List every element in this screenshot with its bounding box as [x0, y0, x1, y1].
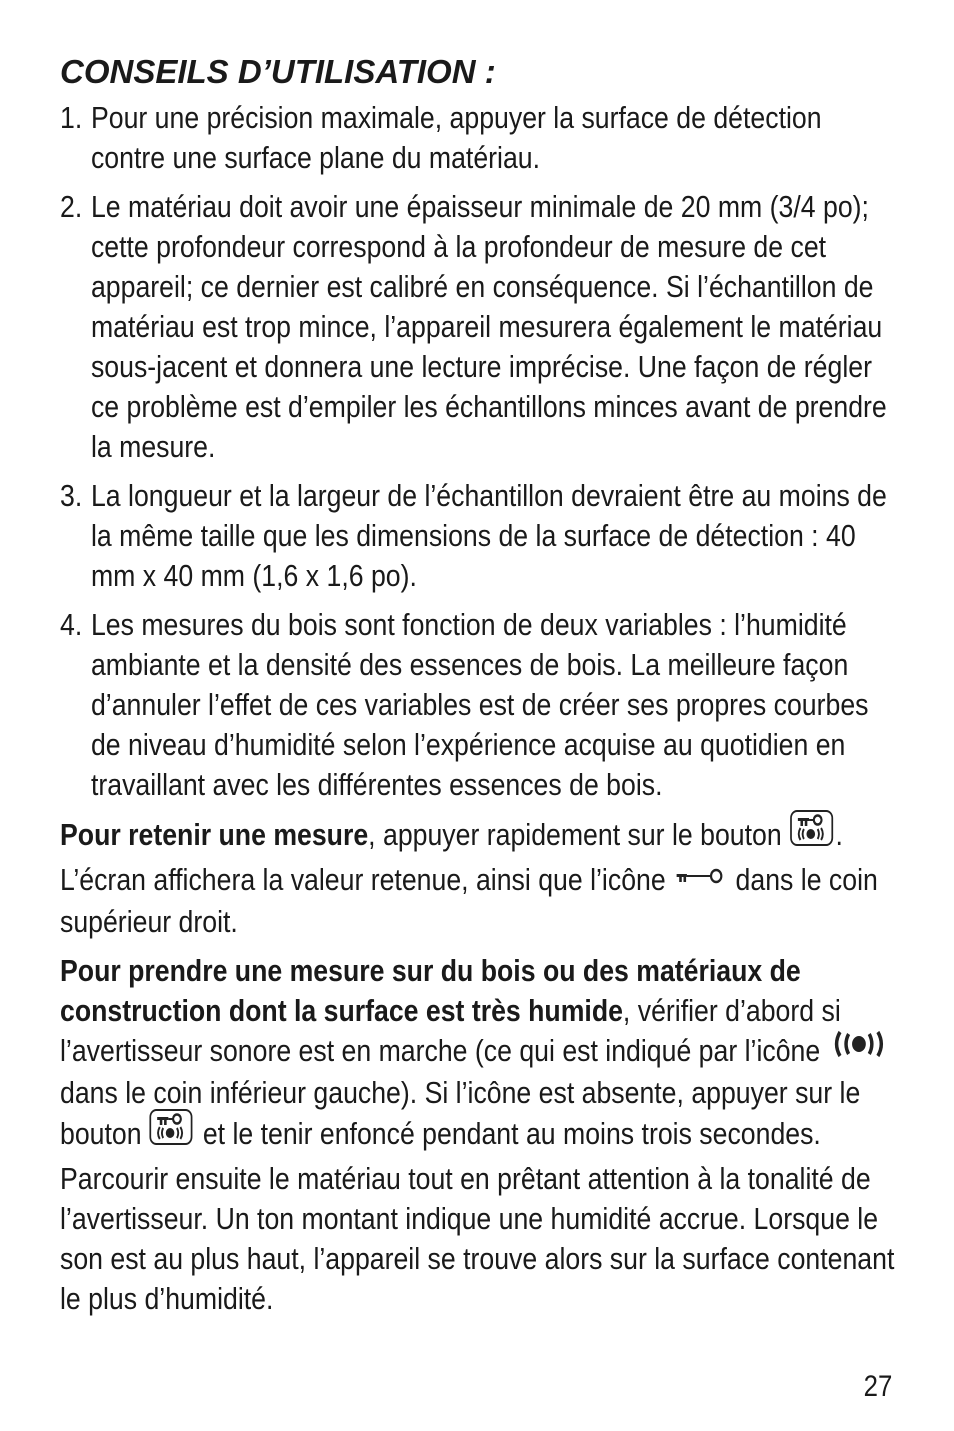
hold-text-2: . L’écran affichera la valeur retenue, ainsi que l’icône [60, 817, 843, 897]
list-text: Pour une précision maximale, appuyer la surface de détection contre une surface plane du matériau. [90, 100, 822, 175]
list-text: La longueur et la largeur de l’échantillon devraient être au moins de la même taille que les dimensions de la surface de détection : 40 mm x 40 mm (1,6 x 1,6 po). [90, 478, 887, 593]
list-text: Le matériau doit avoir une épaisseur minimale de 20 mm (3/4 po); cette profondeur correspond à la profondeur de mesure de cet appareil; ce dernier est calibré en conséquence. Si l’échantillon de matériau est trop mince, l’appareil mesurera également le matériau sous-jacent et donnera une lecture imprécise. Une façon de régler ce problème est d’empiler les échantillons minces avant de prendre la mesure. [90, 189, 887, 464]
hold-text-3: dans le coin supérieur droit. [60, 862, 878, 939]
hold-buzzer-button-icon [149, 1109, 195, 1155]
list-number: 4. [60, 607, 83, 642]
wet-text-2: dans le coin inférieur gauche). Si l’icône est absente, appuyer sur le bouton [60, 1074, 861, 1151]
wet-paragraph [60, 951, 896, 1319]
body-text [60, 98, 896, 1319]
page-content [60, 52, 896, 1328]
tips-list [60, 98, 896, 805]
wet-text-1: , vérifier d’abord si l’avertisseur sonore est en marche (ce qui est indiqué par l’icône [60, 992, 841, 1068]
page-number: 27 [863, 1370, 892, 1403]
hold-heading: Pour retenir une mesure [60, 817, 369, 853]
hold-buzzer-button-icon [789, 810, 835, 856]
list-number: 3. [60, 478, 83, 513]
hold-paragraph [60, 814, 896, 942]
list-item [60, 605, 896, 805]
list-number: 2. [60, 189, 83, 224]
wet-text-3: et le tenir enfoncé pendant au moins trois secondes. Parcourir ensuite le matériau tout en prêtant attention à la tonalité de l’avertisseur. Un ton montant indique une humidité accrue. Lorsque le son est au plus haut, l’appareil se trouve alors sur la surface contenant le plus d’humidité. [60, 1115, 895, 1316]
hold-text-1: , appuyer rapidement sur le bouton [368, 817, 782, 853]
list-text: Les mesures du bois sont fonction de deux variables : l’humidité ambiante et la densité des essences de bois. La meilleure façon d’annuler l’effet de ces variables est de créer ses propres courbes de niveau d’humidité selon l’expérience acquise au quotidien en travaillant avec les différentes essences de bois. [90, 607, 869, 802]
list-number: 1. [60, 100, 83, 135]
wet-heading: Pour prendre une mesure sur du bois ou des matériaux de construction dont la surface est très humide [60, 952, 801, 1028]
list-item [60, 476, 896, 596]
page-title: CONSEILS D’UTILISATION : [60, 53, 496, 90]
list-item [60, 187, 896, 467]
buzzer-icon [828, 1029, 890, 1069]
list-item [60, 98, 896, 178]
key-hold-icon [673, 858, 728, 898]
